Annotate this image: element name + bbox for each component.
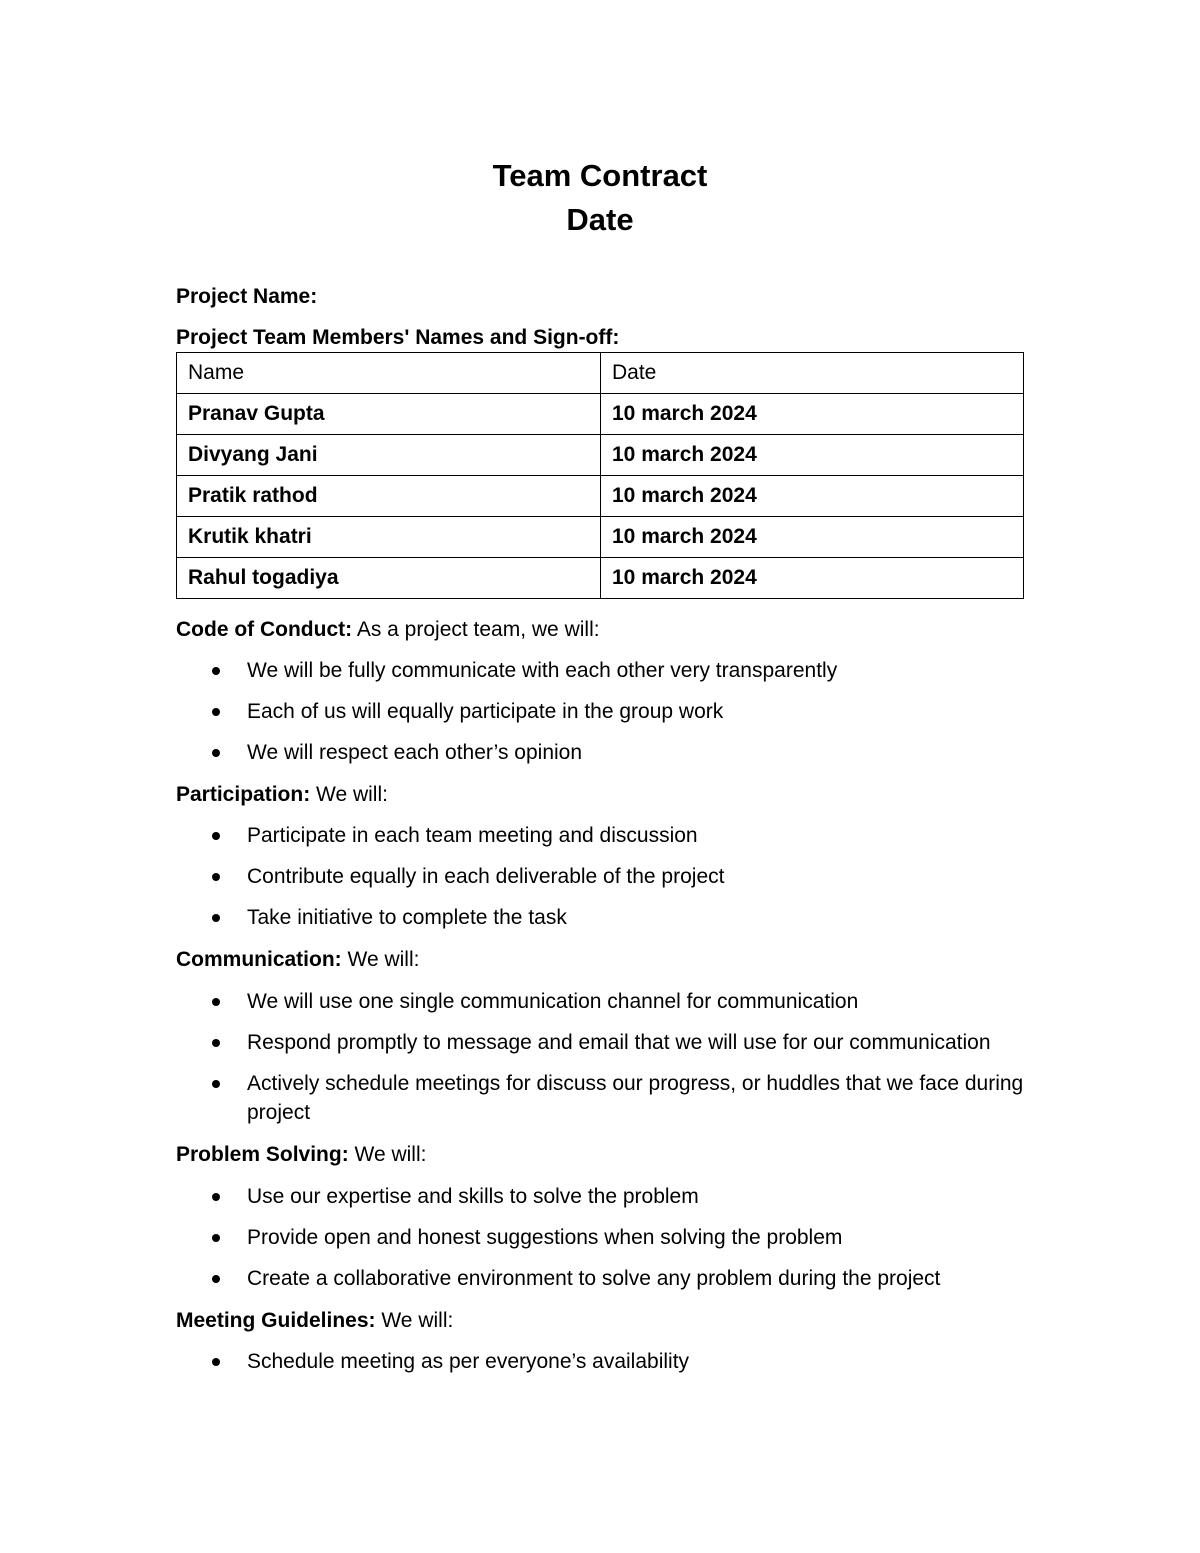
bullet-icon [212, 1234, 220, 1242]
header-cell-name: Name [177, 353, 601, 394]
communication-list [176, 987, 1036, 1138]
list-item [176, 862, 1036, 892]
list-item [176, 821, 1036, 851]
section-communication [176, 947, 419, 973]
participation-list [176, 821, 1036, 944]
table-row [177, 476, 1024, 517]
list-item [176, 1182, 1036, 1212]
list-item [176, 697, 1036, 727]
list-item [176, 1069, 1027, 1127]
list-item [176, 987, 1036, 1017]
section-participation [176, 782, 388, 808]
list-item [176, 738, 1036, 768]
member-name-cell: Pratik rathod [177, 476, 601, 517]
member-name-cell: Krutik khatri [177, 517, 601, 558]
member-name-cell: Rahul togadiya [177, 558, 601, 599]
list-item-text: Contribute equally in each deliverable of the project [247, 865, 725, 888]
list-item-text: Schedule meeting as per everyone’s availability [247, 1350, 690, 1373]
member-date-cell: 10 march 2024 [601, 435, 1024, 476]
member-name-cell: Pranav Gupta [177, 394, 601, 435]
bullet-icon [212, 1275, 220, 1283]
bullet-icon [212, 914, 220, 922]
list-item-text: Provide open and honest suggestions when solving the problem [247, 1226, 843, 1249]
bullet-icon [212, 1039, 220, 1047]
section-label: Problem Solving: [176, 1143, 349, 1166]
list-item [176, 1223, 1036, 1253]
section-label: Meeting Guidelines: [176, 1309, 376, 1332]
project-name-label: Project Name: [176, 285, 318, 308]
list-item-text: Actively schedule meetings for discuss our progress, or huddles that we face during project [247, 1072, 1024, 1124]
member-date-cell: 10 march 2024 [601, 517, 1024, 558]
bullet-icon [212, 749, 220, 757]
list-item-text: Use our expertise and skills to solve the problem [247, 1185, 699, 1208]
bullet-icon [212, 873, 220, 881]
table-header-row [177, 353, 1024, 394]
member-name-cell: Divyang Jani [177, 435, 601, 476]
table-row [177, 558, 1024, 599]
list-item [176, 656, 1036, 686]
list-item-text: We will use one single communication channel for communication [247, 990, 859, 1013]
section-intro: As a project team, we will: [352, 618, 600, 641]
header-cell-date: Date [601, 353, 1024, 394]
bullet-icon [212, 1080, 220, 1088]
bullet-icon [212, 1358, 220, 1366]
table-row [177, 394, 1024, 435]
member-date-cell: 10 march 2024 [601, 394, 1024, 435]
meeting-guidelines-list [176, 1347, 1036, 1388]
member-date-cell: 10 march 2024 [601, 558, 1024, 599]
list-item [176, 1028, 1036, 1058]
problem-solving-list [176, 1182, 1036, 1305]
list-item-text: Take initiative to complete the task [247, 906, 567, 929]
member-date-cell: 10 march 2024 [601, 476, 1024, 517]
section-intro: We will: [341, 948, 420, 971]
list-item [176, 1264, 1036, 1294]
section-label: Participation: [176, 783, 311, 806]
section-label: Communication: [176, 948, 342, 971]
table-row [177, 435, 1024, 476]
team-members-label: Project Team Members' Names and Sign-off: [176, 326, 620, 349]
list-item-text: We will respect each other’s opinion [247, 741, 583, 764]
section-label: Code of Conduct: [176, 618, 353, 641]
page-subtitle: Date [566, 202, 634, 237]
section-meeting-guidelines [176, 1308, 453, 1334]
section-intro: We will: [348, 1143, 427, 1166]
section-code-of-conduct [176, 617, 600, 643]
table-row [177, 517, 1024, 558]
list-item-text: Each of us will equally participate in the group work [247, 700, 724, 723]
section-problem-solving [176, 1142, 426, 1168]
list-item-text: Participate in each team meeting and discussion [247, 824, 698, 847]
bullet-icon [212, 708, 220, 716]
bullet-icon [212, 1193, 220, 1201]
bullet-icon [212, 998, 220, 1006]
list-item-text: Respond promptly to message and email that we will use for our communication [247, 1031, 991, 1054]
list-item-text: We will be fully communicate with each other very transparently [247, 659, 838, 682]
list-item [176, 1347, 1036, 1377]
bullet-icon [212, 832, 220, 840]
team-members-table [176, 352, 1024, 599]
list-item [176, 903, 1036, 933]
list-item-text: Create a collaborative environment to solve any problem during the project [247, 1267, 941, 1290]
section-intro: We will: [310, 783, 388, 806]
code-of-conduct-list [176, 656, 1036, 779]
page-title: Team Contract [492, 158, 708, 193]
section-intro: We will: [375, 1309, 454, 1332]
bullet-icon [212, 667, 220, 675]
